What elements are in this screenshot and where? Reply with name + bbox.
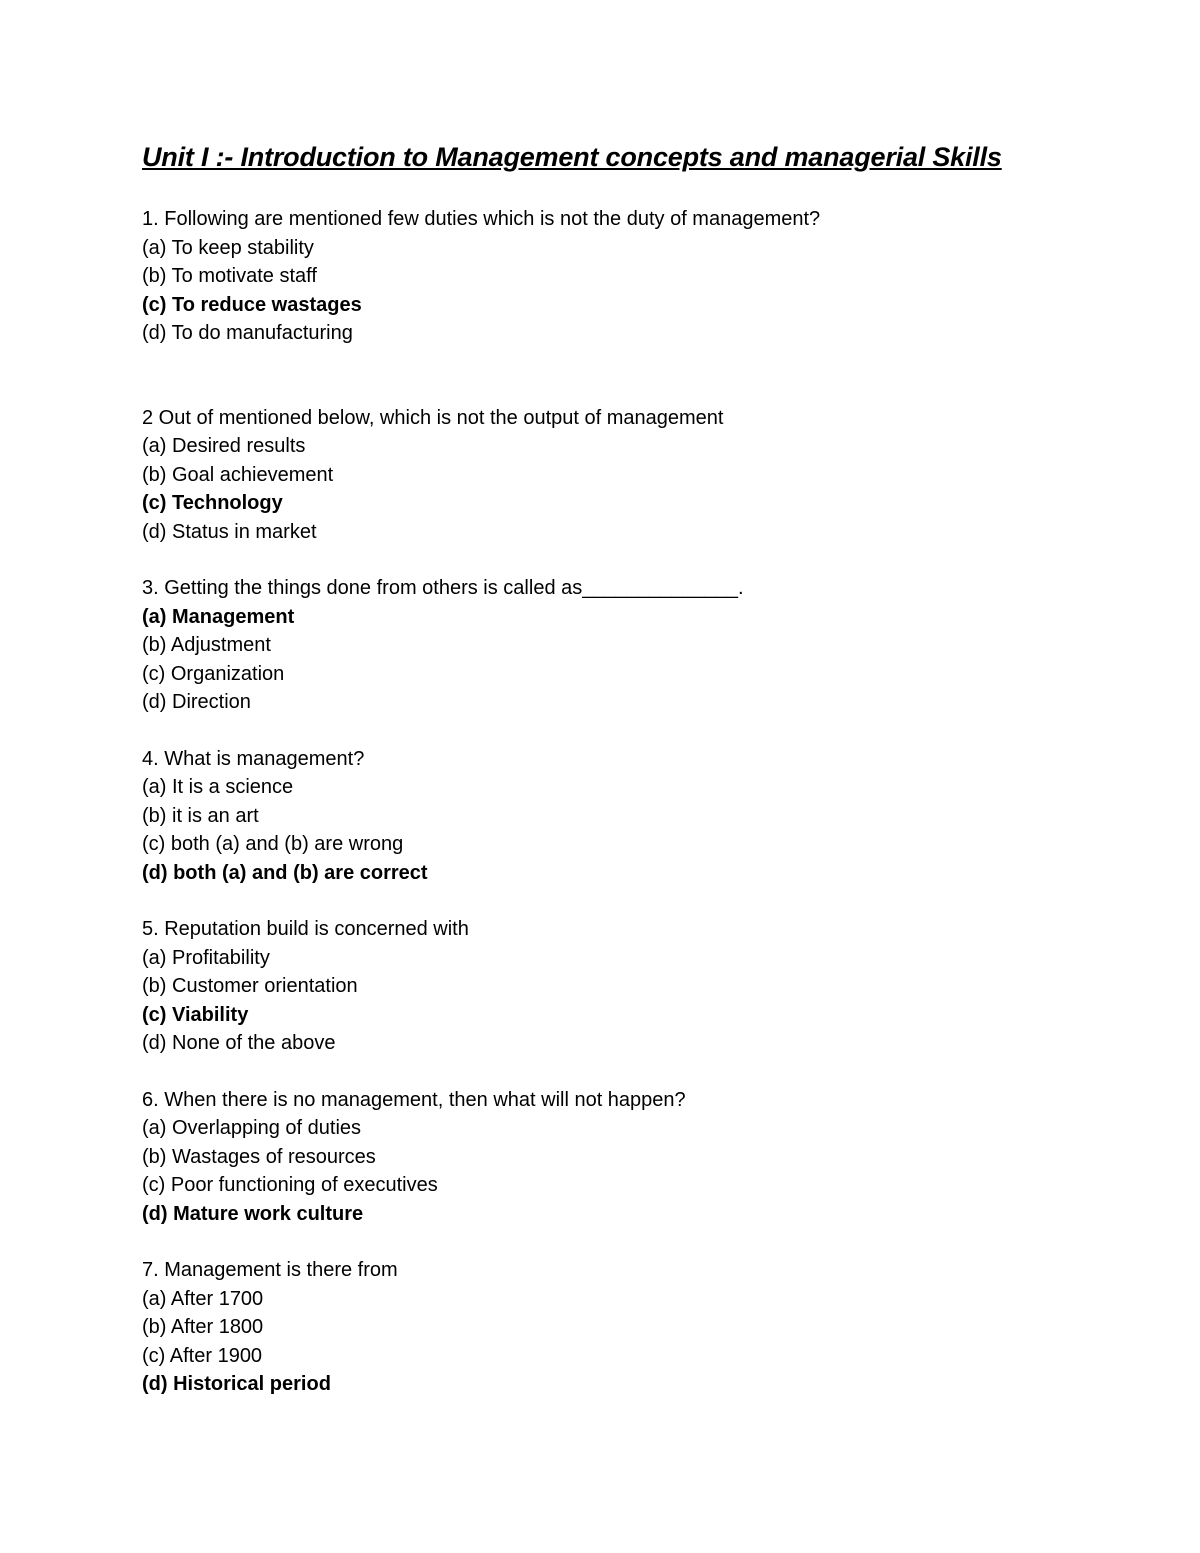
correct-answer-option: (d) both (a) and (b) are correct [142,861,428,884]
answer-option: (b) Adjustment [142,634,271,656]
answer-option: (a) Desired results [142,435,306,457]
page-title: Unit I :- Introduction to Management concepts and managerial Skills [142,142,1002,172]
answer-option: (c) Organization [142,662,285,685]
answer-option: (b) Customer orientation [142,975,358,997]
question-block [142,915,1102,1058]
question-block [142,404,1102,547]
answer-option: (b) To motivate staff [142,265,317,287]
answer-option: (d) To do manufacturing [142,322,353,344]
answer-option: (d) None of the above [142,1032,336,1054]
answer-option: (d) Status in market [142,520,317,543]
question-block [142,205,1102,348]
question-text: 2 Out of mentioned below, which is not the output of management [142,406,724,429]
correct-answer-option: (d) Historical period [142,1373,331,1395]
correct-answer-option: (a) Management [142,605,295,628]
question-spacer [142,546,1102,574]
answer-option: (d) Direction [142,691,251,713]
correct-answer-option: (c) Technology [142,492,283,514]
answer-option: (b) it is an art [142,804,259,827]
question-list [142,205,1102,1399]
answer-option: (c) Poor functioning of executives [142,1174,438,1196]
question-block [142,574,1102,717]
question-block [142,1256,1102,1399]
answer-option: (a) After 1700 [142,1287,264,1310]
correct-answer-option: (c) To reduce wastages [142,293,362,316]
question-block [142,745,1102,888]
answer-option: (a) Profitability [142,946,270,969]
answer-option: (c) After 1900 [142,1344,263,1367]
question-text: 1. Following are mentioned few duties which is not the duty of management? [142,208,821,230]
question-spacer [142,717,1102,745]
answer-option: (a) Overlapping of duties [142,1117,362,1139]
question-spacer [142,887,1102,915]
question-block [142,1086,1102,1229]
question-text: 5. Reputation build is concerned with [142,918,469,940]
question-text: 3. Getting the things done from others is called as______________. [142,577,744,599]
answer-option: (a) It is a science [142,776,294,798]
answer-option: (b) Wastages of resources [142,1145,376,1168]
question-spacer [142,348,1102,404]
question-text: 4. What is management? [142,747,365,770]
question-text: 7. Management is there from [142,1259,398,1281]
answer-option: (a) To keep stability [142,236,314,259]
correct-answer-option: (d) Mature work culture [142,1202,364,1225]
question-spacer [142,1058,1102,1086]
correct-answer-option: (c) Viability [142,1003,249,1026]
question-spacer [142,1228,1102,1256]
question-text: 6. When there is no management, then what will not happen? [142,1088,686,1111]
answer-option: (c) both (a) and (b) are wrong [142,833,404,855]
answer-option: (b) Goal achievement [142,463,334,486]
answer-option: (b) After 1800 [142,1316,264,1338]
